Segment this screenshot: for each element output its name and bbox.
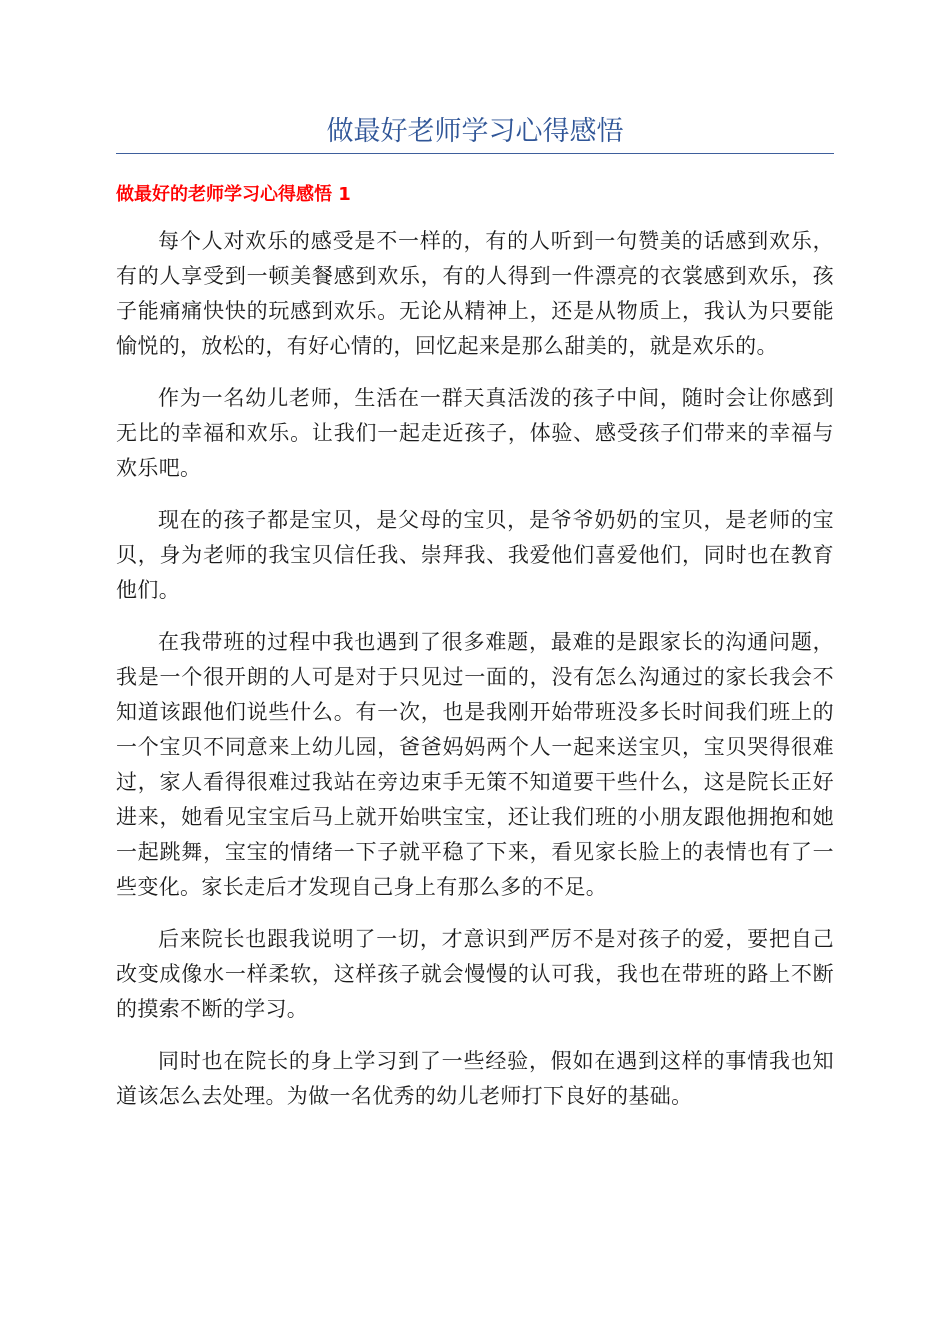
body-paragraph: 同时也在院长的身上学习到了一些经验，假如在遇到这样的事情我也知道该怎么去处理。为做一名优秀的幼儿老师打下良好的基础。 bbox=[116, 1049, 834, 1108]
section-heading: 做最好的老师学习心得感悟 1 bbox=[116, 184, 351, 205]
body-paragraph: 后来院长也跟我说明了一切，才意识到严厉不是对孩子的爱，要把自己改变成像水一样柔软，这样孩子就会慢慢的认可我，我也在带班的路上不断的摸索不断的学习。 bbox=[116, 927, 834, 1021]
body-paragraph: 作为一名幼儿老师，生活在一群天真活泼的孩子中间，随时会让你感到无比的幸福和欢乐。让我们一起走近孩子，体验、感受孩子们带来的幸福与欢乐吧。 bbox=[116, 386, 834, 480]
document-title: 做最好老师学习心得感悟 bbox=[326, 116, 624, 147]
body-paragraph: 每个人对欢乐的感受是不一样的，有的人听到一句赞美的话感到欢乐，有的人享受到一顿美餐感到欢乐，有的人得到一件漂亮的衣裳感到欢乐，孩子能痛痛快快的玩感到欢乐。无论从精神上，还是从物质上，我认为只要能愉悦的，放松的，有好心情的，回忆起来是那么甜美的，就是欢乐的。 bbox=[116, 229, 834, 358]
body-paragraph: 现在的孩子都是宝贝，是父母的宝贝，是爷爷奶奶的宝贝，是老师的宝贝，身为老师的我宝贝信任我、崇拜我、我爱他们喜爱他们，同时也在教育他们。 bbox=[116, 508, 834, 602]
title-underline-divider bbox=[116, 153, 834, 154]
document-body bbox=[116, 224, 834, 1131]
body-paragraph: 在我带班的过程中我也遇到了很多难题，最难的是跟家长的沟通问题，我是一个很开朗的人可是对于只见过一面的，没有怎么沟通过的家长我会不知道该跟他们说些什么。有一次，也是我刚开始带班没多长时间我们班上的一个宝贝不同意来上幼儿园，爸爸妈妈两个人一起来送宝贝，宝贝哭得很难过，家人看得很难过我站在旁边束手无策不知道要干些什么，这是院长正好进来，她看见宝宝后马上就开始哄宝宝，还让我们班的小朋友跟他拥抱和她一起跳舞，宝宝的情绪一下子就平稳了下来，看见家长脸上的表情也有了一些变化。家长走后才发现自己身上有那么多的不足。 bbox=[116, 630, 834, 899]
